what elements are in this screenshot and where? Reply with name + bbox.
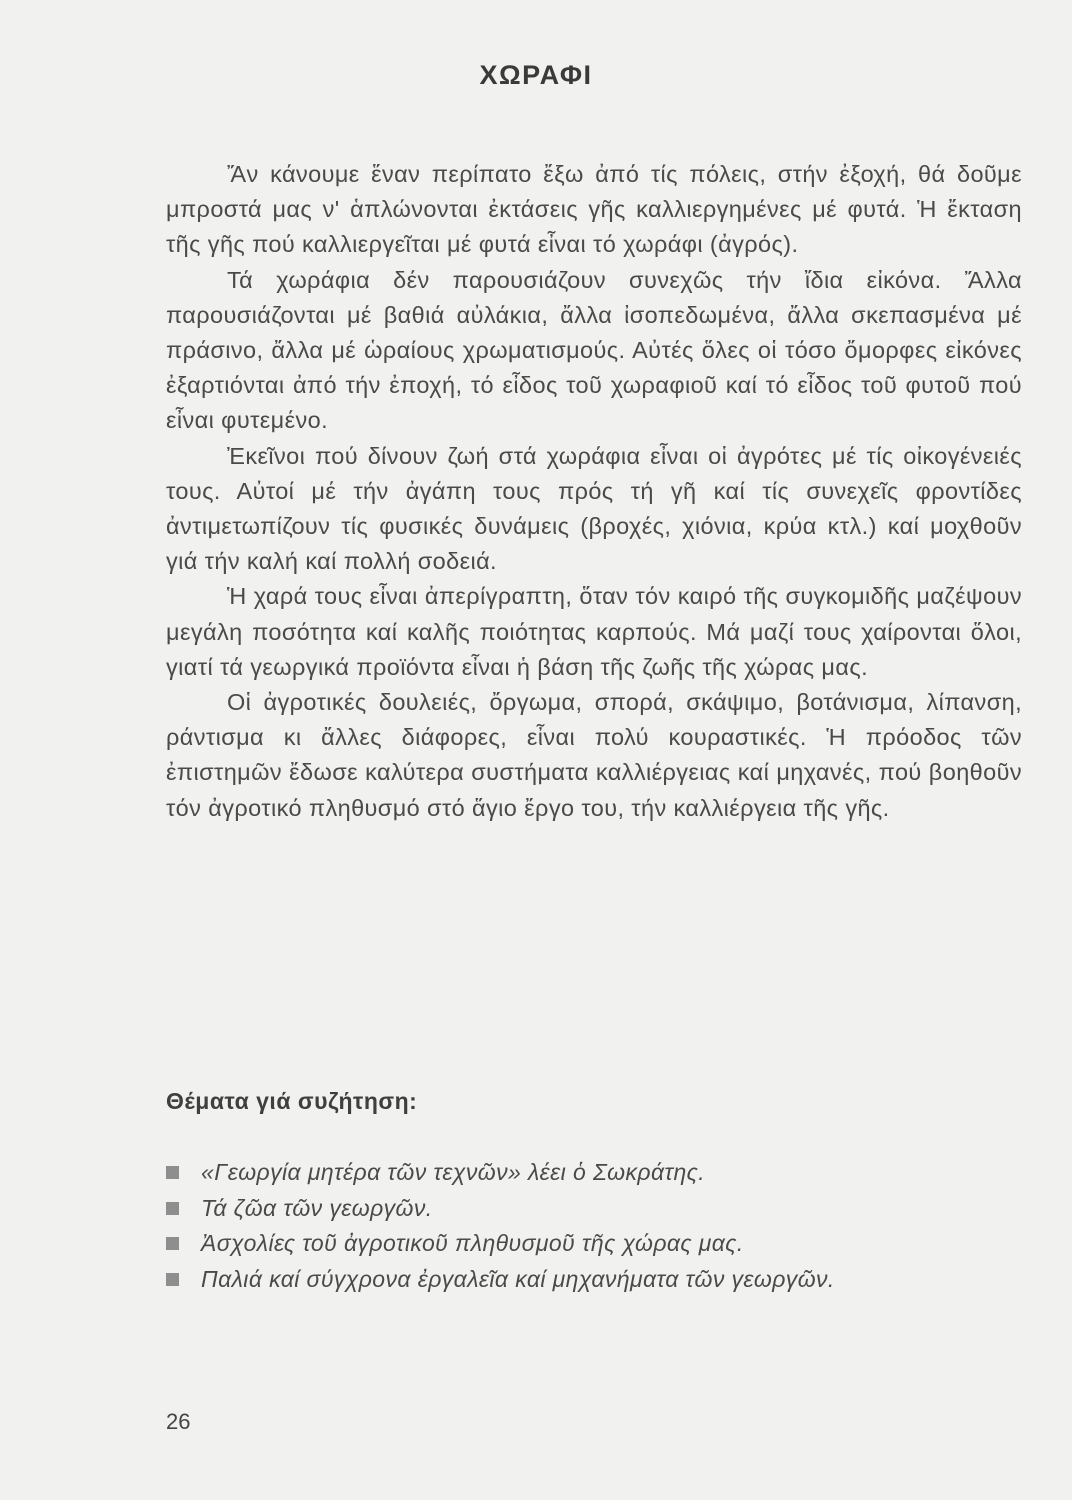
page-number: 26 bbox=[166, 1409, 191, 1434]
paragraph: Ἡ χαρά τους εἶναι ἀπερίγραπτη, ὅταν τόν καιρό τῆς συγκομιδῆς μαζέψουν μεγάλη ποσότητα καί καλῆς ποιότητας καρπούς. Μά μαζί τους χαίρονται ὅλοι, γιατί τά γεωργικά προϊόντα εἶναι ἡ βάση τῆς ζωῆς τῆς χώρας μας. bbox=[166, 583, 1022, 680]
paragraph: Ἐκεῖνοι πού δίνουν ζωή στά χωράφια εἶναι οἱ ἀγρότες μέ τίς οἰκογένειές τους. Αὐτοί μέ τήν ἀγάπη τους πρός τή γῆ καί τίς συνεχεῖς φροντίδες ἀντιμετωπίζουν τίς φυσικές δυνάμεις (βροχές, χιόνια, κρύα κτλ.) καί μοχθοῦν γιά τήν καλή καί πολλή σοδειά. bbox=[166, 442, 1022, 575]
topic-text: Παλιά καί σύγχρονα ἐργαλεῖα καί μηχανήματα τῶν γεωργῶν. bbox=[201, 1265, 835, 1292]
square-bullet-icon bbox=[166, 1202, 179, 1215]
square-bullet-icon bbox=[166, 1273, 179, 1286]
list-item bbox=[166, 1191, 1036, 1227]
square-bullet-icon bbox=[166, 1166, 179, 1179]
list-item bbox=[166, 1155, 1036, 1191]
list-item bbox=[166, 1262, 1036, 1298]
square-bullet-icon bbox=[166, 1237, 179, 1250]
topic-text: «Γεωργία μητέρα τῶν τεχνῶν» λέει ὁ Σωκράτης. bbox=[201, 1159, 706, 1186]
topic-text: Τά ζῶα τῶν γεωργῶν. bbox=[201, 1194, 433, 1221]
list-item bbox=[166, 1226, 1036, 1262]
article-body bbox=[166, 157, 1022, 826]
discussion-topics-heading: Θέματα γιά συζήτηση: bbox=[166, 1088, 418, 1114]
paragraph: Ἄν κάνουμε ἕναν περίπατο ἔξω ἀπό τίς πόλεις, στήν ἐξοχή, θά δοῦμε μπροστά μας ν' ἁπλώνονται ἐκτάσεις γῆς καλλιεργημένες μέ φυτά. Ἡ ἔκταση τῆς γῆς πού καλλιεργεῖται μέ φυτά εἶναι τό χωράφι (ἀγρός). bbox=[166, 161, 1022, 258]
discussion-topics-list bbox=[166, 1155, 1036, 1297]
paragraph: Τά χωράφια δέν παρουσιάζουν συνεχῶς τήν ἴδια εἰκόνα. Ἄλλα παρουσιάζονται μέ βαθιά αὐλάκια, ἄλλα ἰσοπεδωμένα, ἄλλα σκεπασμένα μέ πράσινο, ἄλλα μέ ὡραίους χρωματισμούς. Αὐτές ὅλες οἱ τόσο ὄμορφες εἰκόνες ἐξαρτιόνται ἀπό τήν ἐποχή, τό εἶδος τοῦ χωραφιοῦ καί τό εἶδος τοῦ φυτοῦ πού εἶναι φυτεμένο. bbox=[166, 266, 1022, 434]
topic-text: Ἀσχολίες τοῦ ἀγροτικοῦ πληθυσμοῦ τῆς χώρας μας. bbox=[201, 1230, 744, 1257]
paragraph: Οἱ ἀγροτικές δουλειές, ὄργωμα, σπορά, σκάψιμο, βοτάνισμα, λίπανση, ράντισμα κι ἄλλες διάφορες, εἶναι πολύ κουραστικές. Ἡ πρόοδος τῶν ἐπιστημῶν ἔδωσε καλύτερα συστήματα καλλιέργειας καί μηχανές, πού βοηθοῦν τόν ἀγροτικό πληθυσμό στό ἅγιο ἔργο του, τήν καλλιέργεια τῆς γῆς. bbox=[166, 689, 1022, 821]
page-title: ΧΩΡΑΦΙ bbox=[479, 60, 593, 90]
